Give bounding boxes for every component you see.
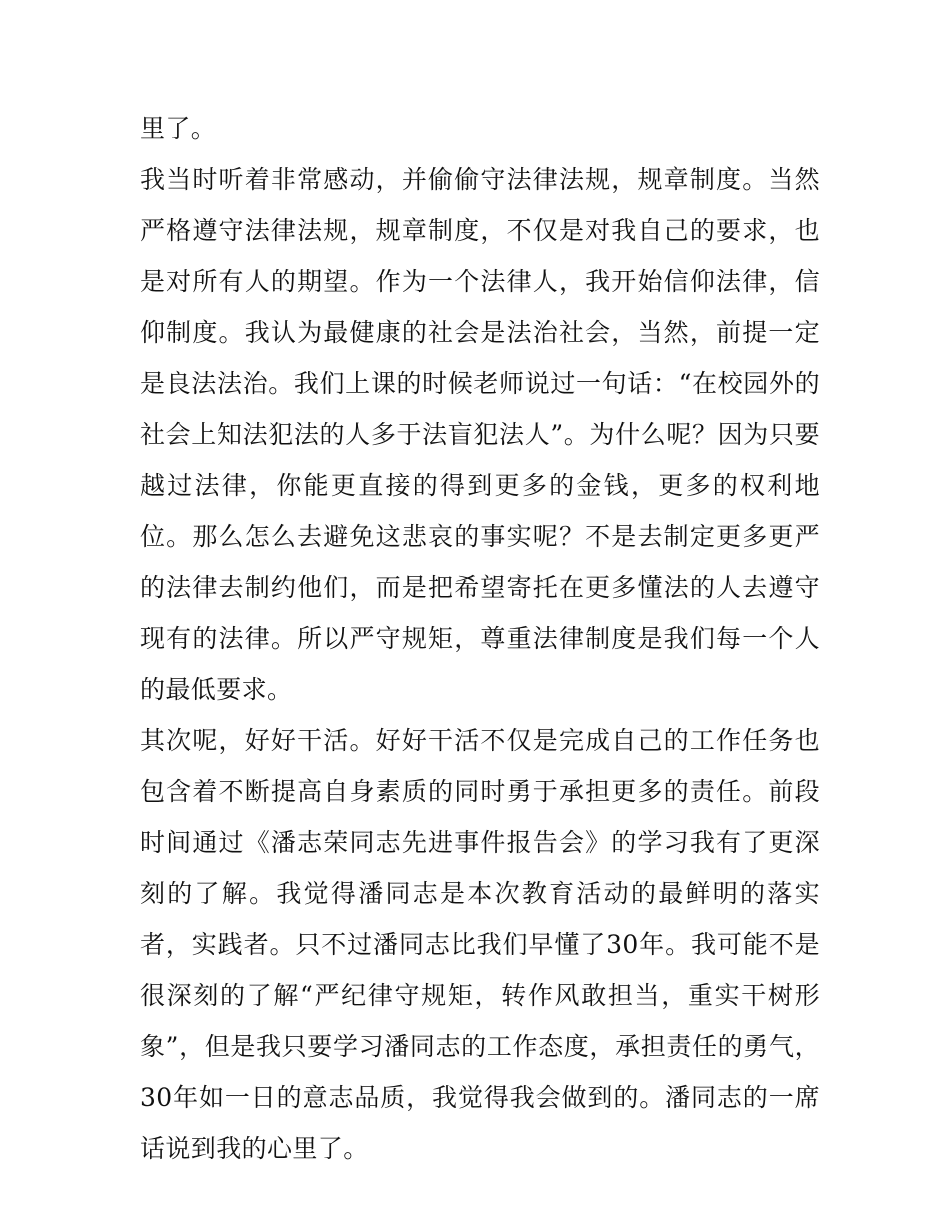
- paragraph-law: 我当时听着非常感动，并偷偷守法律法规，规章制度。当然严格遵守法律法规，规章制度，不仅是对我自己的要求，也是对所有人的期望。作为一个法律人，我开始信仰法律，信仰制度。我认为最健康的社会是法治社会，当然，前提一定是良法法治。我们上课的时候老师说过一句话：“在校园外的社会上知法犯法的人多于法盲犯法人”。为什么呢？因为只要越过法律，你能更直接的得到更多的金钱，更多的权利地位。那么怎么去避免这悲哀的事实呢？不是去制定更多更严的法律去制约他们，而是把希望寄托在更多懂法的人去遵守现有的法律。所以严守规矩，尊重法律制度是我们每一个人的最低要求。: [140, 165, 820, 704]
- paragraph-work: 其次呢，好好干活。好好干活不仅是完成自己的工作任务也包含着不断提高自身素质的同时勇于承担更多的责任。前段时间通过《潘志荣同志先进事件报告会》的学习我有了更深刻的了解。我觉得潘同志是本次教育活动的最鲜明的落实者，实践者。只不过潘同志比我们早懂了30年。我可能不是很深刻的了解“严纪律守规矩，转作风敢担当，重实干树形象”，但是我只要学习潘同志的工作态度，承担责任的勇气，30年如一日的意志品质，我觉得我会做到的。潘同志的一席话说到我的心里了。: [140, 726, 820, 1163]
- body-text: [140, 103, 820, 1174]
- paragraph-continuation: 里了。: [140, 114, 217, 143]
